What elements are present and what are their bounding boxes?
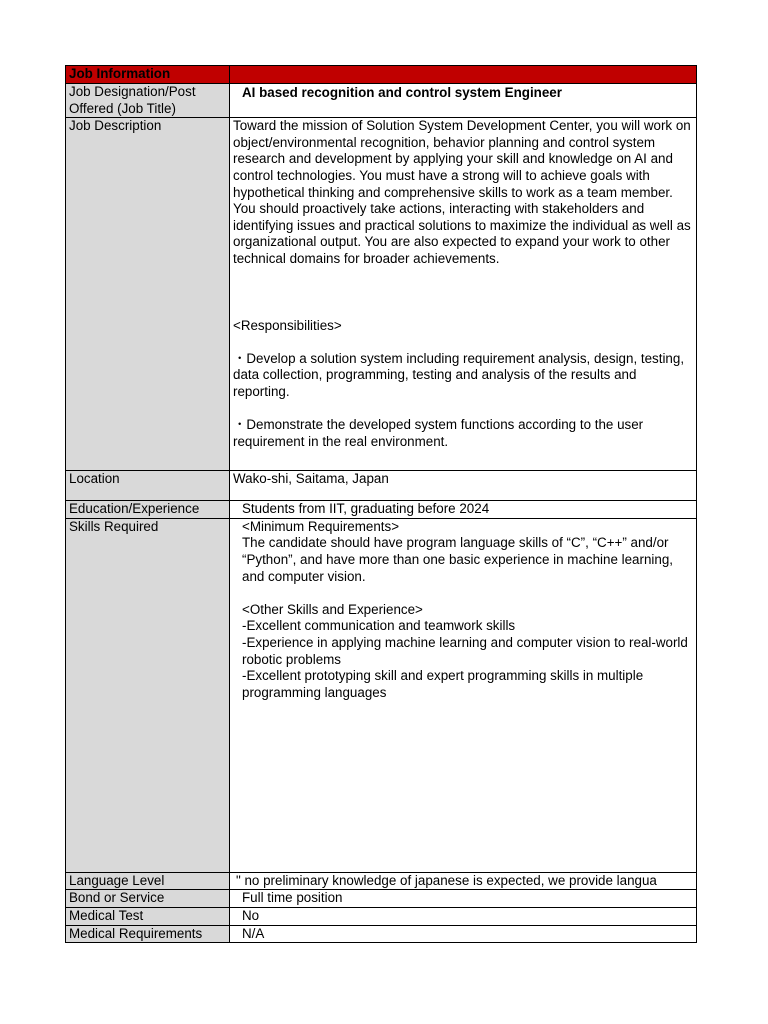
medical-test-value: No — [230, 907, 697, 925]
responsibilities-heading: <Responsibilities> — [233, 317, 342, 333]
skills-value — [230, 518, 697, 872]
job-description-value — [230, 118, 697, 471]
job-description-label: Job Description — [66, 118, 230, 471]
location-label: Location — [66, 471, 230, 501]
other-skill-item: -Experience in applying machine learning and computer vision to real-world robotic problems — [242, 634, 688, 667]
job-title-value: AI based recognition and control system Engineer — [230, 84, 697, 118]
header-value — [230, 66, 697, 84]
job-description-row — [66, 118, 697, 471]
medical-req-row — [66, 925, 697, 943]
bond-label: Bond or Service — [66, 890, 230, 908]
job-title-label: Job Designation/Post Offered (Job Title) — [66, 84, 230, 118]
other-skill-item: -Excellent communication and teamwork skills — [242, 618, 516, 634]
job-description-intro: Toward the mission of Solution System Development Center, you will work on object/environmental recognition, behavior planning and control system research and development by applying your skill and knowledge on AI and control technologies. You must have a strong will to achieve goals with hypothetical thinking and comprehensive skills to work as a team member. You should proactively take actions, interacting with stakeholders and identifying issues and practical solutions to maximize the individual as well as organizational output. You are also expected to expand your work to other technical domains for broader achievements. — [233, 118, 691, 266]
job-info-table — [65, 65, 697, 943]
min-requirements-text: The candidate should have program language skills of “C”, “C++” and/or “Python”, and have more than one basic experience in machine learning, and computer vision. — [242, 535, 673, 584]
medical-req-label: Medical Requirements — [66, 925, 230, 943]
header-row — [66, 66, 697, 84]
other-skill-item: -Excellent prototyping skill and expert programming skills in multiple programming languages — [242, 668, 644, 700]
medical-test-label: Medical Test — [66, 907, 230, 925]
header-label: Job Information — [66, 66, 230, 84]
location-value: Wako-shi, Saitama, Japan — [230, 471, 697, 501]
medical-test-row — [66, 907, 697, 925]
bond-row — [66, 890, 697, 908]
education-value: Students from IIT, graduating before 2024 — [230, 501, 697, 519]
job-title-row — [66, 84, 697, 118]
language-row — [66, 872, 697, 890]
education-row — [66, 501, 697, 519]
skills-row — [66, 518, 697, 872]
education-label: Education/Experience — [66, 501, 230, 519]
language-value: " no preliminary knowledge of japanese is expected, we provide langua — [230, 872, 697, 890]
medical-req-value: N/A — [230, 925, 697, 943]
bond-value: Full time position — [230, 890, 697, 908]
responsibility-item: ・Demonstrate the developed system functions according to the user requirement in the real environment. — [233, 417, 644, 449]
location-row — [66, 471, 697, 501]
skills-label: Skills Required — [66, 518, 230, 872]
language-label: Language Level — [66, 872, 230, 890]
other-skills-heading: <Other Skills and Experience> — [242, 601, 423, 617]
min-requirements-heading: <Minimum Requirements> — [242, 518, 400, 534]
responsibility-item: ・Develop a solution system including requirement analysis, design, testing, data collection, programming, testing and analysis of the results and reporting. — [233, 350, 685, 399]
